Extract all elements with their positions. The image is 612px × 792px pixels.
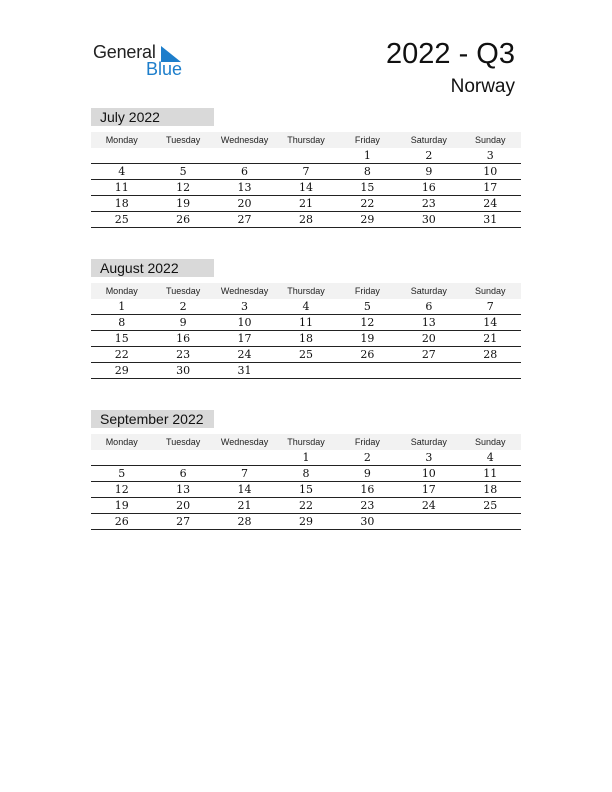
month-title: August 2022 [91,259,214,277]
day-cell: 23 [176,348,191,361]
day-cell [398,363,459,378]
day-cell: 6 [425,300,433,313]
day-cell: 12 [114,483,129,496]
day-cell: 31 [483,213,498,226]
month-title: September 2022 [91,410,214,428]
day-cell: 6 [179,467,187,480]
week-row [91,164,521,180]
weekday-label: Tuesday [166,437,201,447]
weeks-grid [91,299,521,379]
day-cell: 22 [298,499,313,512]
week-row [91,514,521,530]
day-cell: 2 [179,300,187,313]
day-cell: 26 [360,348,375,361]
weekday-label: Saturday [410,135,447,145]
day-cell: 25 [483,499,498,512]
day-cell: 21 [237,499,252,512]
day-cell: 14 [237,483,252,496]
weekday-label: Saturday [410,286,447,296]
day-cell: 17 [237,332,252,345]
day-cell: 9 [179,316,187,329]
day-cell [275,363,336,378]
week-row [91,212,521,228]
day-cell: 16 [360,483,375,496]
day-cell: 22 [114,348,129,361]
day-cell [398,514,459,529]
day-cell: 18 [298,332,313,345]
day-cell: 13 [176,483,191,496]
week-row [91,482,521,498]
day-cell: 20 [421,332,436,345]
day-cell: 10 [421,467,436,480]
day-cell: 24 [483,197,498,210]
week-row [91,299,521,315]
month-block-july [91,108,521,228]
day-cell: 19 [360,332,375,345]
week-row [91,498,521,514]
weekday-label: Monday [105,437,138,447]
month-block-september [91,410,521,530]
day-cell: 27 [237,213,252,226]
day-cell: 10 [483,165,498,178]
weekday-label: Wednesday [220,286,269,296]
day-cell: 25 [298,348,313,361]
day-cell: 2 [363,451,371,464]
day-cell: 5 [118,467,126,480]
country-name: Norway [450,76,515,97]
day-cell [152,148,213,163]
day-cell: 18 [483,483,498,496]
day-cell [152,450,213,465]
day-cell: 6 [241,165,249,178]
day-cell: 25 [114,213,129,226]
day-cell: 19 [176,197,191,210]
day-cell: 14 [298,181,313,194]
day-cell: 28 [298,213,313,226]
day-cell [91,450,152,465]
day-cell: 8 [118,316,126,329]
week-row [91,315,521,331]
day-cell: 20 [237,197,252,210]
weekday-label: Tuesday [166,286,201,296]
weeks-grid [91,450,521,530]
weekday-label: Saturday [410,437,447,447]
day-cell: 17 [483,181,498,194]
weeks-grid [91,148,521,228]
week-row [91,450,521,466]
day-cell: 5 [363,300,371,313]
day-cell: 9 [363,467,371,480]
day-cell: 1 [118,300,126,313]
day-cell: 10 [237,316,252,329]
logo-text-general: General [93,42,156,62]
day-cell: 1 [302,451,310,464]
day-cell: 2 [425,149,433,162]
day-cell [337,363,398,378]
day-cell: 30 [421,213,436,226]
day-cell: 26 [176,213,191,226]
day-cell: 29 [360,213,375,226]
day-cell: 24 [237,348,252,361]
day-cell: 28 [237,515,252,528]
day-cell: 27 [176,515,191,528]
day-cell: 27 [421,348,436,361]
day-cell: 4 [118,165,126,178]
day-cell: 16 [421,181,436,194]
generalblue-logo [93,42,193,82]
day-cell [460,514,521,529]
day-cell [91,148,152,163]
week-row [91,148,521,164]
weekday-label: Monday [105,286,138,296]
day-cell: 4 [302,300,310,313]
day-cell: 1 [363,149,371,162]
day-cell: 31 [237,364,252,377]
day-cell: 13 [421,316,436,329]
day-cell: 7 [486,300,494,313]
day-cell: 13 [237,181,252,194]
week-row [91,331,521,347]
day-cell: 3 [241,300,249,313]
weekday-label: Thursday [287,286,325,296]
day-cell: 19 [114,499,129,512]
week-row [91,347,521,363]
day-cell: 21 [298,197,313,210]
day-cell: 26 [114,515,129,528]
weekday-label: Friday [354,437,380,447]
day-cell [275,148,336,163]
day-cell: 21 [483,332,498,345]
day-cell [460,363,521,378]
page-title: 2022 - Q3 [386,38,515,70]
day-cell: 29 [114,364,129,377]
day-cell: 30 [176,364,191,377]
weekday-label: Friday [354,135,380,145]
day-cell: 7 [302,165,310,178]
day-cell [214,148,275,163]
weekday-label: Tuesday [166,135,201,145]
day-cell: 23 [421,197,436,210]
weekday-label: Thursday [287,135,325,145]
week-row [91,466,521,482]
day-cell: 24 [421,499,436,512]
weekday-label: Sunday [474,286,506,296]
day-cell [214,450,275,465]
weekday-header-row [91,132,521,148]
week-row [91,363,521,379]
day-cell: 20 [176,499,191,512]
day-cell: 16 [176,332,191,345]
weekday-label: Wednesday [220,437,269,447]
day-cell: 15 [360,181,375,194]
day-cell: 14 [483,316,498,329]
day-cell: 3 [425,451,433,464]
weekday-label: Thursday [287,437,325,447]
day-cell: 5 [179,165,187,178]
weekday-header-row [91,283,521,299]
month-title: July 2022 [91,108,214,126]
day-cell: 12 [360,316,375,329]
day-cell: 22 [360,197,375,210]
day-cell: 8 [363,165,371,178]
day-cell: 28 [483,348,498,361]
logo-text-blue: Blue [146,59,183,79]
day-cell: 7 [241,467,249,480]
weekday-header-row [91,434,521,450]
day-cell: 11 [114,181,129,194]
day-cell: 11 [483,467,498,480]
day-cell: 12 [176,181,191,194]
day-cell: 15 [114,332,129,345]
weekday-label: Friday [354,286,380,296]
day-cell: 8 [302,467,310,480]
day-cell: 9 [425,165,433,178]
weekday-label: Sunday [474,437,506,447]
weekday-label: Sunday [474,135,506,145]
day-cell: 15 [298,483,313,496]
day-cell: 17 [421,483,436,496]
day-cell: 3 [486,149,494,162]
month-block-august [91,259,521,379]
weekday-label: Wednesday [220,135,269,145]
day-cell: 29 [298,515,313,528]
day-cell: 30 [360,515,375,528]
week-row [91,196,521,212]
week-row [91,180,521,196]
day-cell: 4 [486,451,494,464]
day-cell: 11 [298,316,313,329]
day-cell: 18 [114,197,129,210]
day-cell: 23 [360,499,375,512]
weekday-label: Monday [105,135,138,145]
